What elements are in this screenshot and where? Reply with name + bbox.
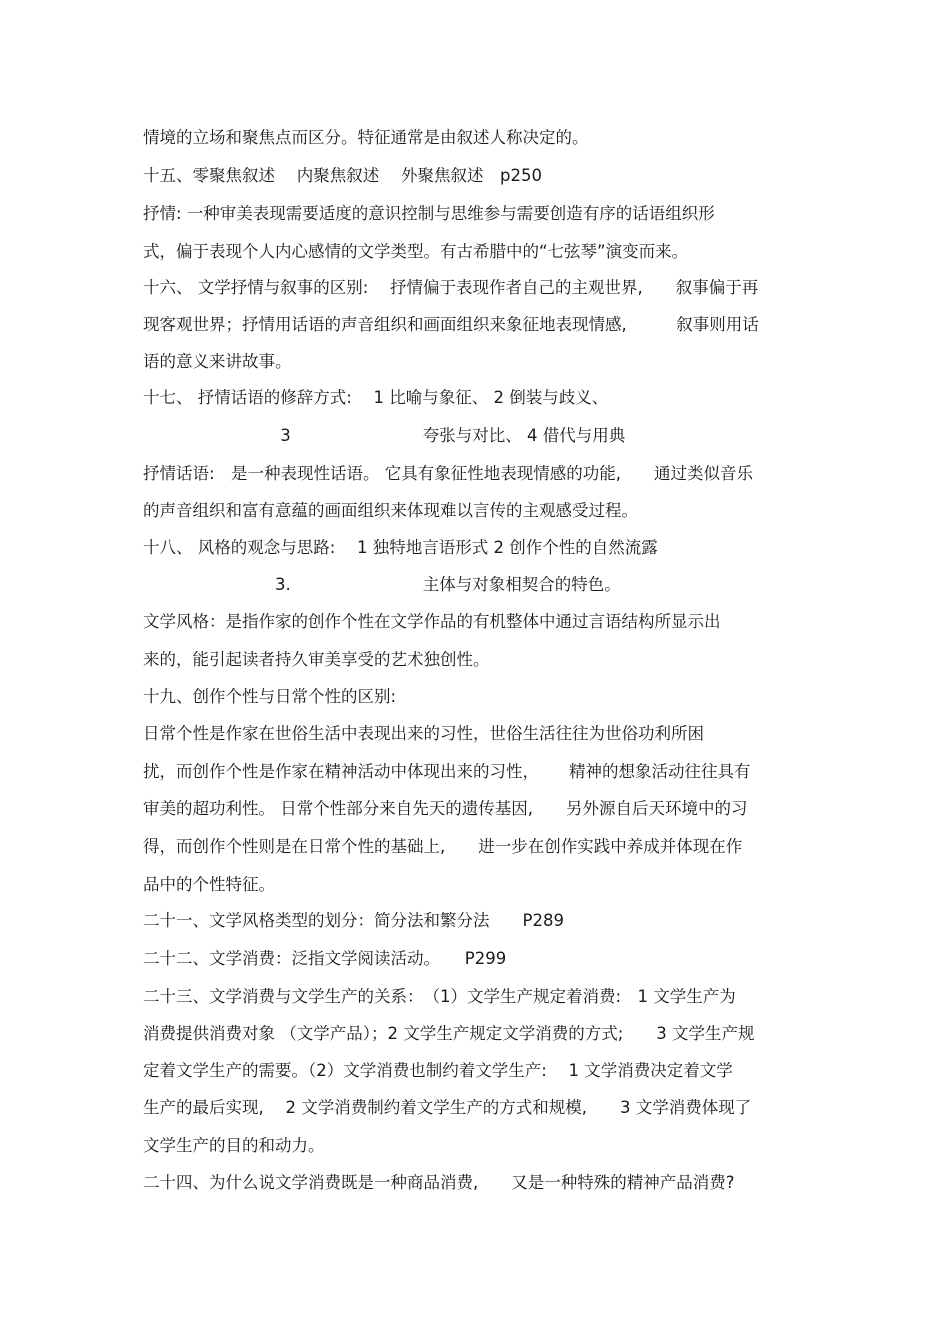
text-line: 语的意义来讲故事。	[143, 352, 292, 371]
section-heading: 十六、 文学抒情与叙事的区别: 抒情偏于表现作者自己的主观世界, 叙事偏于再	[143, 278, 759, 297]
text-line: 生产的最后实现, 2 文学消费制约着文学生产的方式和规模, 3 文学消费体现了	[143, 1098, 752, 1117]
section-heading: 十八、 风格的观念与思路: 1 独特地言语形式 2 创作个性的自然流露	[143, 538, 658, 557]
text-line: 消费提供消费对象 （文学产品）；2 文学生产规定文学消费的方式; 3 文学生产规	[143, 1024, 755, 1043]
text-line: 式，偏于表现个人内心感情的文学类型。有古希腊中的“七弦琴”演变而来。	[143, 242, 689, 261]
section-heading: 十九、创作个性与日常个性的区别:	[143, 687, 397, 706]
text-line: 抒情话语: 是一种表现性话语。 它具有象征性地表现情感的功能, 通过类似音乐	[143, 464, 754, 483]
text-line: 来的，能引起读者持久审美享受的艺术独创性。	[143, 650, 490, 669]
text-line: 品中的个性特征。	[143, 875, 275, 894]
text-line: 3. 主体与对象相契合的特色。	[143, 575, 621, 594]
text-line: 的声音组织和富有意蕴的画面组织来体现难以言传的主观感受过程。	[143, 501, 638, 520]
text-line: 定着文学生产的需要。（2）文学消费也制约着文学生产: 1 文学消费决定着文学	[143, 1061, 733, 1080]
section-heading: 十五、零聚焦叙述 内聚焦叙述 外聚焦叙述 p250	[143, 166, 542, 185]
text-line: 情境的立场和聚焦点而区分。特征通常是由叙述人称决定的。	[143, 128, 589, 147]
text-line: 3 夸张与对比、 4 借代与用典	[143, 426, 626, 445]
text-line: 扰，而创作个性是作家在精神活动中体现出来的习性， 精神的想象活动往往具有	[143, 762, 751, 781]
text-line: 现客观世界；抒情用话语的声音组织和画面组织来象征地表现情感, 叙事则用话	[143, 315, 759, 334]
section-heading: 二十二、文学消费：泛指文学阅读活动。 P299	[143, 949, 507, 968]
text-line: 日常个性是作家在世俗生活中表现出来的习性，世俗生活往往为世俗功利所困	[143, 724, 704, 743]
section-heading: 二十四、为什么说文学消费既是一种商品消费, 又是一种特殊的精神产品消费?	[143, 1173, 735, 1192]
section-heading: 二十一、文学风格类型的划分：简分法和繁分法 P289	[143, 911, 564, 930]
text-line: 审美的超功利性。 日常个性部分来自先天的遗传基因, 另外源自后天环境中的习	[143, 799, 748, 818]
text-line: 抒情: 一种审美表现需要适度的意识控制与思维参与需要创造有序的话语组织形	[143, 204, 715, 223]
text-line: 文学风格：是指作家的创作个性在文学作品的有机整体中通过言语结构所显示出	[143, 612, 721, 631]
text-line: 文学生产的目的和动力。	[143, 1136, 325, 1155]
section-heading: 十七、 抒情话语的修辞方式: 1 比喻与象征、 2 倒装与歧义、	[143, 388, 609, 407]
text-line: 得，而创作个性则是在日常个性的基础上, 进一步在创作实践中养成并体现在作	[143, 837, 743, 856]
section-heading: 二十三、文学消费与文学生产的关系： （1）文学生产规定着消费: 1 文学生产为	[143, 987, 736, 1006]
